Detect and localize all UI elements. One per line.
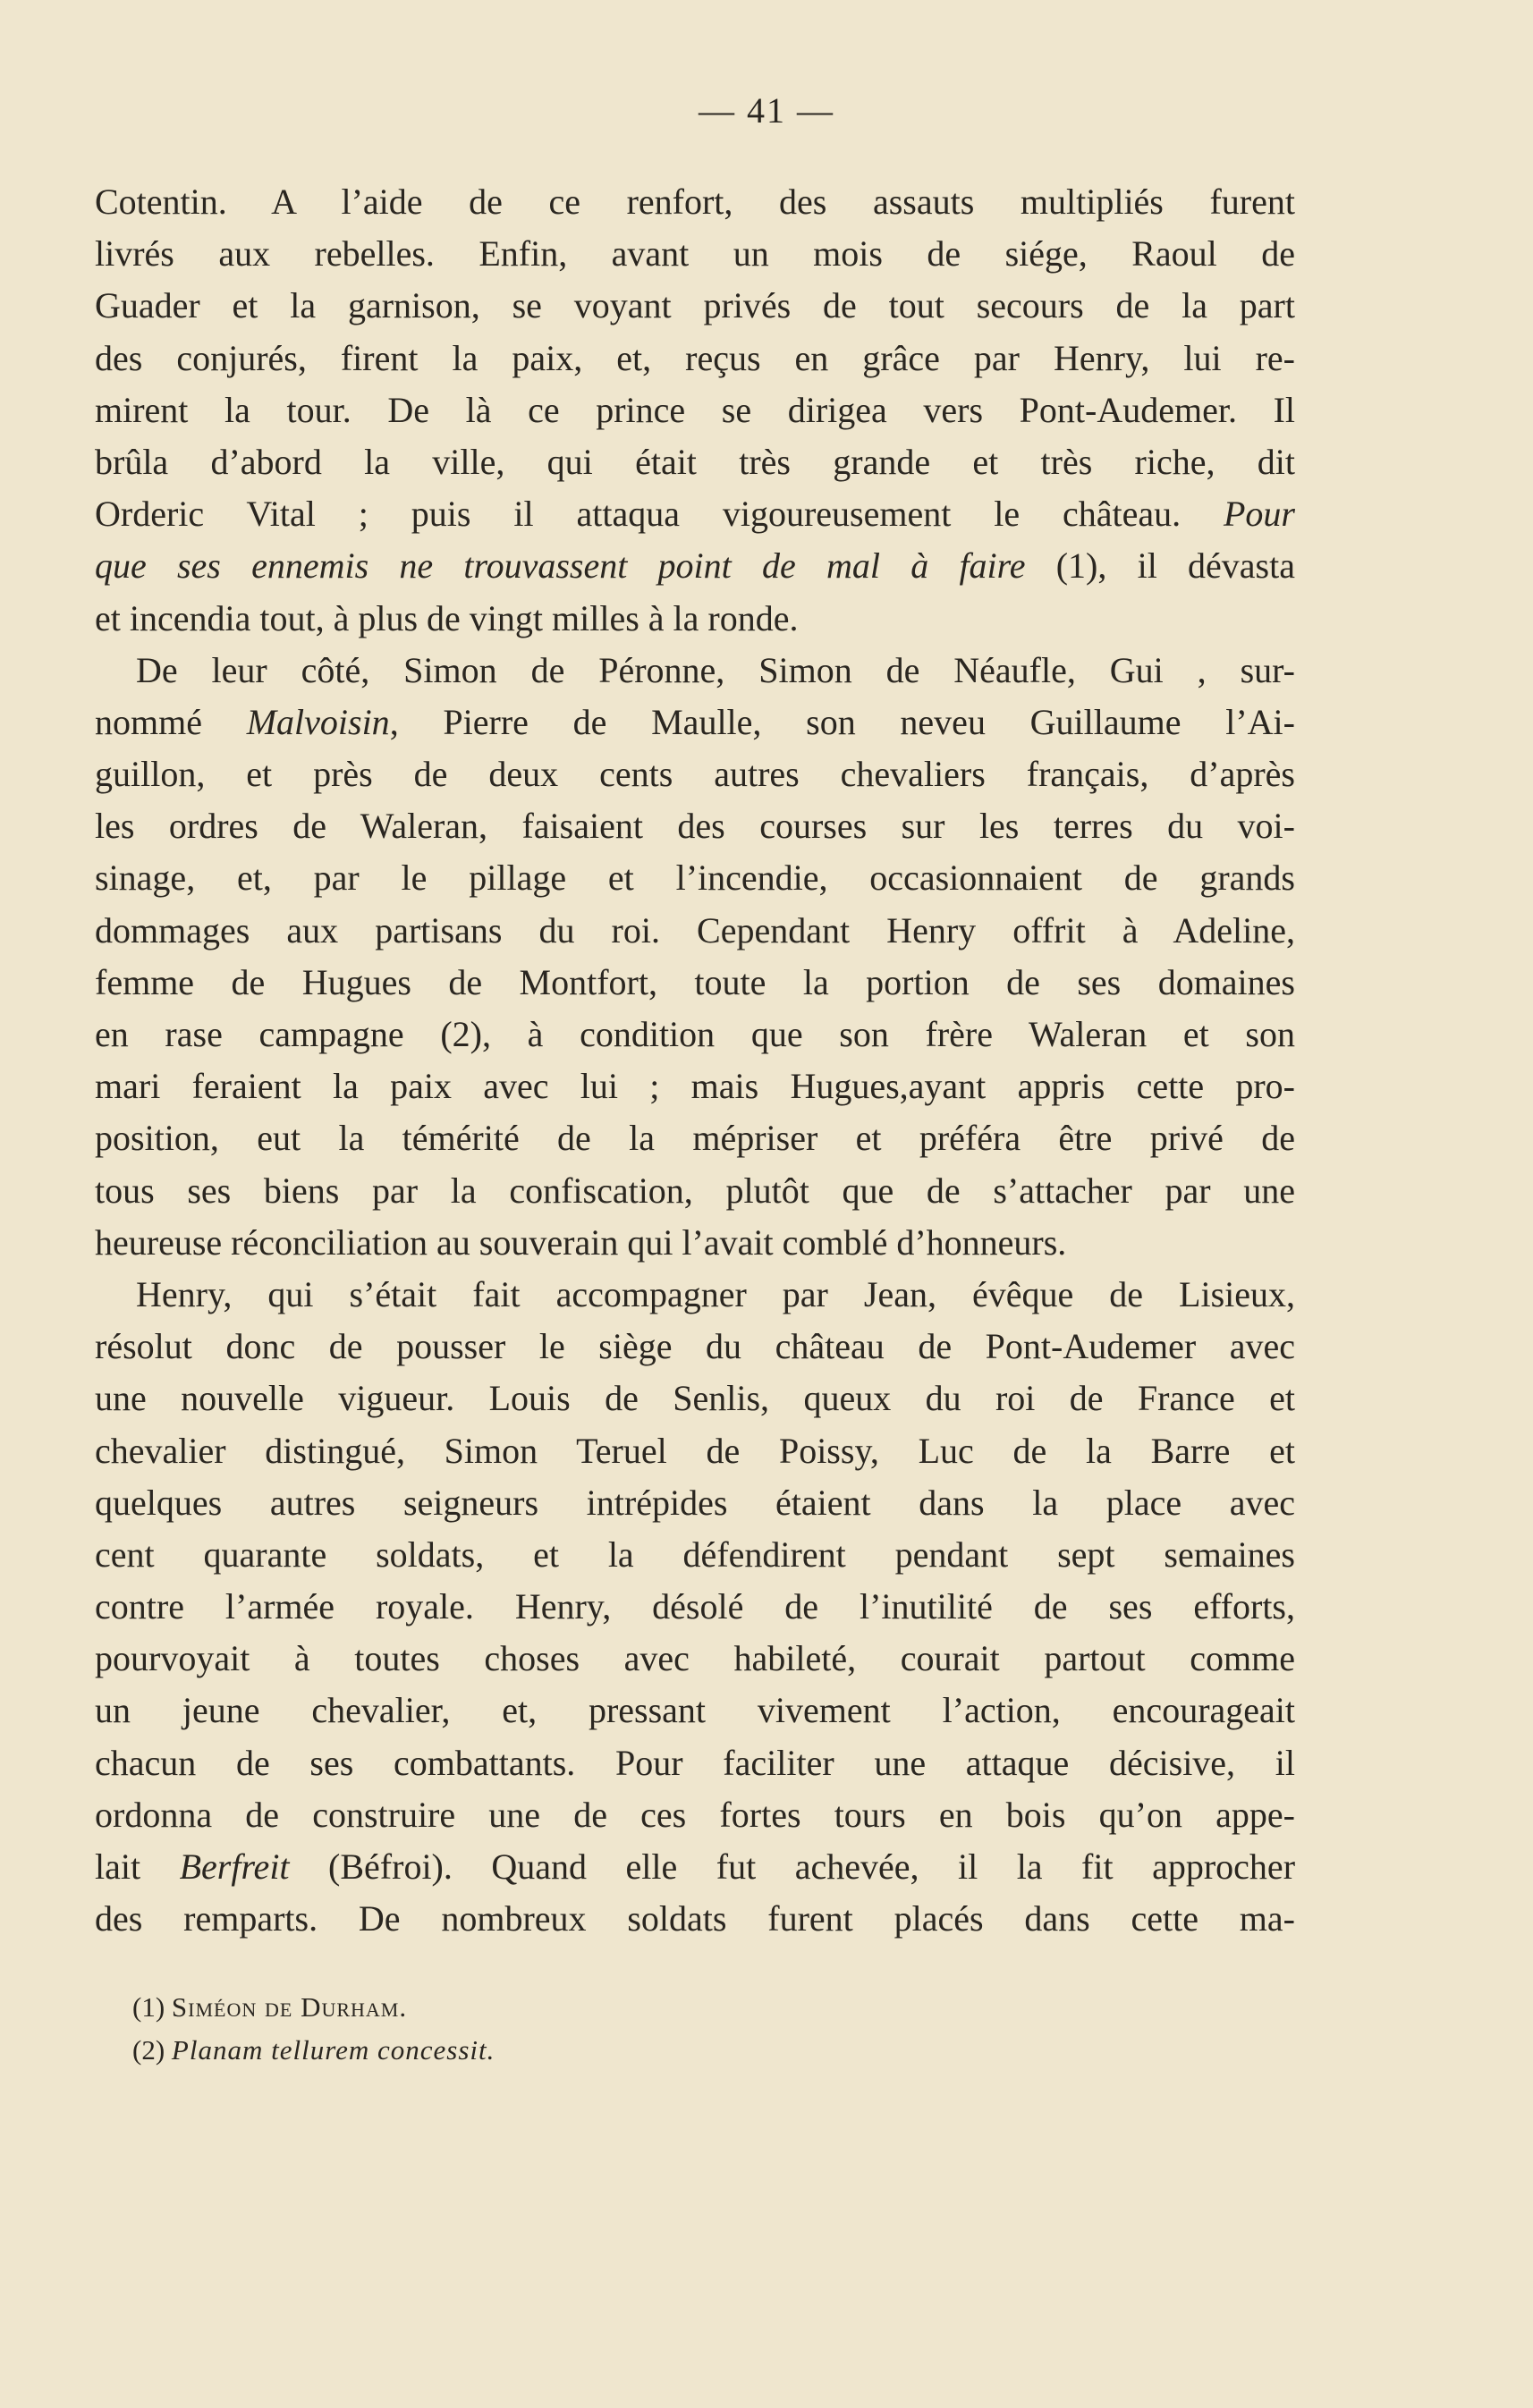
text-line xyxy=(95,1789,1295,1841)
line-text: chacun de ses combattants. Pour faciliter une attaque décisive, il xyxy=(95,1742,1295,1783)
line-text: De leur côté, Simon de Péronne, Simon de Néaufle, Gui , sur- xyxy=(136,649,1295,690)
line-text: brûla d’abord la ville, qui était très grande et très riche, dit xyxy=(95,441,1295,482)
line-text: Orderic Vital ; puis il attaqua vigoureusement le château. xyxy=(95,494,1224,535)
line-text: résolut donc de pousser le siège du château de Pont-Audemer avec xyxy=(95,1326,1295,1367)
line-text: (Béfroi). Quand elle fut achevée, il la fit approcher xyxy=(289,1846,1296,1887)
footnote-marker: (1) xyxy=(132,1991,172,2023)
text-line xyxy=(95,1633,1295,1685)
line-text: position, eut la témérité de la mépriser et préféra être privé de xyxy=(95,1118,1295,1159)
text-line xyxy=(95,593,1295,645)
text-line xyxy=(95,1893,1295,1945)
text-line xyxy=(95,645,1295,697)
line-text: (1), il dévasta xyxy=(1025,545,1295,587)
line-text: nommé xyxy=(95,701,247,742)
text-line xyxy=(95,176,1295,228)
line-text: en rase campagne (2), à condition que son frère Waleran et son xyxy=(95,1014,1295,1054)
text-line xyxy=(95,1217,1295,1269)
text-line xyxy=(95,384,1295,436)
footnote xyxy=(132,2029,1116,2072)
footnote-text: Siméon de Durham. xyxy=(171,1991,408,2023)
italic-text: Berfreit xyxy=(179,1846,290,1887)
line-text: chevalier distingué, Simon Teruel de Poissy, Luc de la Barre et xyxy=(95,1430,1295,1471)
line-text: lait xyxy=(95,1846,180,1887)
text-line xyxy=(95,1009,1295,1060)
line-text: sinage, et, par le pillage et l’incendie, occasionnaient de grands xyxy=(95,858,1295,899)
text-line xyxy=(95,280,1295,332)
text-line xyxy=(95,800,1295,852)
text-line xyxy=(95,1321,1295,1373)
line-text: heureuse réconciliation au souverain qui l’avait comblé d’honneurs. xyxy=(95,1221,1067,1263)
line-text: des conjurés, firent la paix, et, reçus en grâce par Henry, lui re- xyxy=(95,337,1295,378)
text-line xyxy=(95,1685,1295,1736)
line-text: mirent la tour. De là ce prince se dirigea vers Pont-Audemer. Il xyxy=(95,389,1295,430)
italic-text: que ses ennemis ne trouvassent point de mal à faire xyxy=(95,545,1026,587)
footnote-marker: (2) xyxy=(132,2034,172,2066)
text-line xyxy=(95,1060,1295,1112)
text-line xyxy=(95,1165,1295,1217)
text-line xyxy=(95,1425,1295,1477)
text-line xyxy=(95,852,1295,904)
footnote xyxy=(132,1986,1116,2029)
line-text: cent quarante soldats, et la défendirent pendant sept semaines xyxy=(95,1534,1295,1575)
text-line xyxy=(95,228,1295,280)
line-text: , Pierre de Maulle, son neveu Guillaume l’Ai- xyxy=(389,701,1295,742)
line-text: tous ses biens par la confiscation, plutôt que de s’attacher par une xyxy=(95,1170,1295,1211)
text-line xyxy=(95,697,1295,748)
line-text: Cotentin. A l’aide de ce renfort, des assauts multipliés furent xyxy=(95,182,1295,222)
line-text: contre l’armée royale. Henry, désolé de l’inutilité de ses efforts, xyxy=(95,1586,1295,1627)
text-line xyxy=(95,1112,1295,1164)
text-line xyxy=(95,1529,1295,1581)
line-text: livrés aux rebelles. Enfin, avant un mois de siége, Raoul de xyxy=(95,233,1295,275)
footnotes xyxy=(132,1986,1116,2072)
body-text xyxy=(95,176,1295,1945)
italic-text: Pour xyxy=(1224,494,1295,535)
line-text: mari feraient la paix avec lui ; mais Hugues,ayant appris cette pro- xyxy=(95,1066,1295,1107)
text-line xyxy=(95,1737,1295,1789)
line-text: Guader et la garnison, se voyant privés de tout secours de la part xyxy=(95,285,1295,326)
italic-text: Malvoisin xyxy=(246,701,390,742)
line-text: quelques autres seigneurs intrépides étaient dans la place avec xyxy=(95,1482,1295,1523)
text-line xyxy=(95,1841,1295,1893)
line-text: les ordres de Waleran, faisaient des courses sur les terres du voi- xyxy=(95,806,1295,847)
text-line xyxy=(95,1373,1295,1424)
text-line xyxy=(95,1477,1295,1529)
text-line xyxy=(95,540,1295,592)
text-line xyxy=(95,905,1295,957)
text-line xyxy=(95,488,1295,540)
text-line xyxy=(95,957,1295,1009)
line-text: Henry, qui s’était fait accompagner par Jean, évêque de Lisieux, xyxy=(136,1273,1295,1314)
line-text: pourvoyait à toutes choses avec habileté, courait partout comme xyxy=(95,1638,1295,1679)
line-text: dommages aux partisans du roi. Cependant Henry offrit à Adeline, xyxy=(95,909,1295,951)
line-text: et incendia tout, à plus de vingt milles à la ronde. xyxy=(95,597,799,638)
text-line xyxy=(95,333,1295,384)
line-text: ordonna de construire une de ces fortes tours en bois qu’on appe- xyxy=(95,1794,1295,1835)
text-line xyxy=(95,748,1295,800)
page-number: — 41 — xyxy=(699,90,834,131)
line-text: une nouvelle vigueur. Louis de Senlis, queux du roi de France et xyxy=(95,1378,1295,1419)
line-text: des remparts. De nombreux soldats furent placés dans cette ma- xyxy=(95,1898,1295,1939)
line-text: un jeune chevalier, et, pressant vivement l’action, encourageait xyxy=(95,1690,1295,1731)
line-text: guillon, et près de deux cents autres chevaliers français, d’après xyxy=(95,754,1295,795)
text-line xyxy=(95,1269,1295,1321)
text-line xyxy=(95,436,1295,488)
text-line xyxy=(95,1581,1295,1633)
footnote-text: Planam tellurem concessit. xyxy=(171,2034,495,2066)
line-text: femme de Hugues de Montfort, toute la portion de ses domaines xyxy=(95,961,1295,1002)
